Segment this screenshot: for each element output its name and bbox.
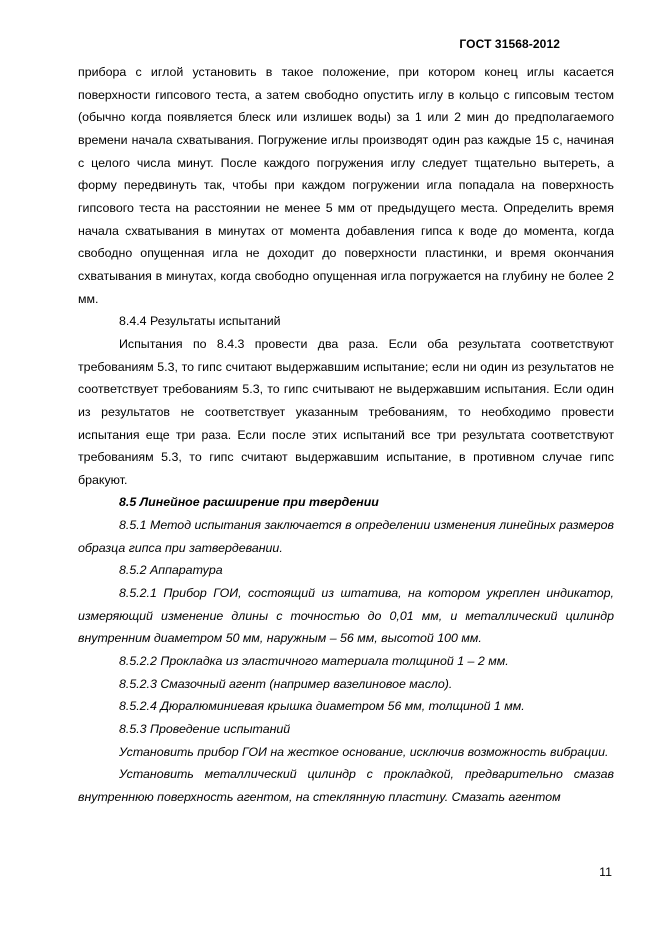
paragraph-8-5-2-1: 8.5.2.1 Прибор ГОИ, состоящий из штатива, на котором укреплен индикатор, измеряющий изменение длины с точностью до 0,01 мм, и металлический цилиндр внутренним диаметром 50 мм, наружным – 56 мм, высотой 100 мм.: [78, 586, 614, 646]
section-heading-8-5: 8.5 Линейное расширение при твердении: [119, 495, 379, 510]
paragraph-test-results: Испытания по 8.4.3 провести два раза. Если оба результата соответствуют требованиям 5.3, то гипс считают выдержавшим испытание; если ни один из результатов не соответствует требованиям 5.3, то гипс считывают не выдержавшим испытания. Если один из результатов не соответствует указанным требованиям, то необходимо провести испытания еще три раза. Если после этих испытаний все три результата соответствуют требованиям 5.3, то гипс считают выдержавшим испытание, в противном случае гипс бракуют.: [78, 336, 614, 487]
paragraph-8-5-1: 8.5.1 Метод испытания заключается в определении изменения линейных размеров образца гипса при затвердевании.: [78, 518, 614, 555]
paragraph-8-5-2-2: 8.5.2.2 Прокладка из эластичного материала толщиной 1 – 2 мм.: [119, 654, 509, 669]
page-number: 11: [599, 865, 612, 879]
paragraph-8-5-2-3: 8.5.2.3 Смазочный агент (например вазелиновое масло).: [119, 676, 453, 691]
paragraph-install-device: Установить прибор ГОИ на жесткое основание, исключив возможность вибрации.: [119, 744, 609, 759]
standard-header: ГОСТ 31568-2012: [459, 37, 560, 51]
paragraph-install-cylinder: Установить металлический цилиндр с прокладкой, предварительно смазав внутреннюю поверхность агентом, на стеклянную пластину. Смазать агентом: [78, 767, 614, 804]
section-heading-8-5-3: 8.5.3 Проведение испытаний: [119, 722, 291, 737]
paragraph-8-5-2-4: 8.5.2.4 Дюралюминиевая крышка диаметром 56 мм, толщиной 1 мм.: [119, 699, 525, 714]
section-heading-8-4-4: 8.4.4 Результаты испытаний: [119, 314, 281, 329]
paragraph-needle-procedure: прибора с иглой установить в такое положение, при котором конец иглы касается поверхности гипсового теста, а затем свободно опустить иглу в кольцо с гипсовым тестом (обычно когда появляется блеск или излишек воды) за 1 или 2 мин до предполагаемого времени начала схватывания. Погружение иглы производят один раз каждые 15 с, начиная с целого числа минут. После каждого погружения иглу следует тщательно вытереть, а форму передвинуть так, чтобы при каждом погружении игла попадала на поверхность гипсового теста на расстоянии не менее 5 мм от предыдущего места. Определить время начала схватывания в минутах от момента добавления гипса к воде до момента, когда свободно опущенная игла не доходит до поверхности пластинки, и время окончания схватывания в минутах, когда свободно опущенная игла погружается на глубину не более 2 мм.: [78, 65, 614, 306]
section-heading-8-5-2: 8.5.2 Аппаратура: [119, 563, 223, 578]
document-body: [78, 61, 614, 809]
